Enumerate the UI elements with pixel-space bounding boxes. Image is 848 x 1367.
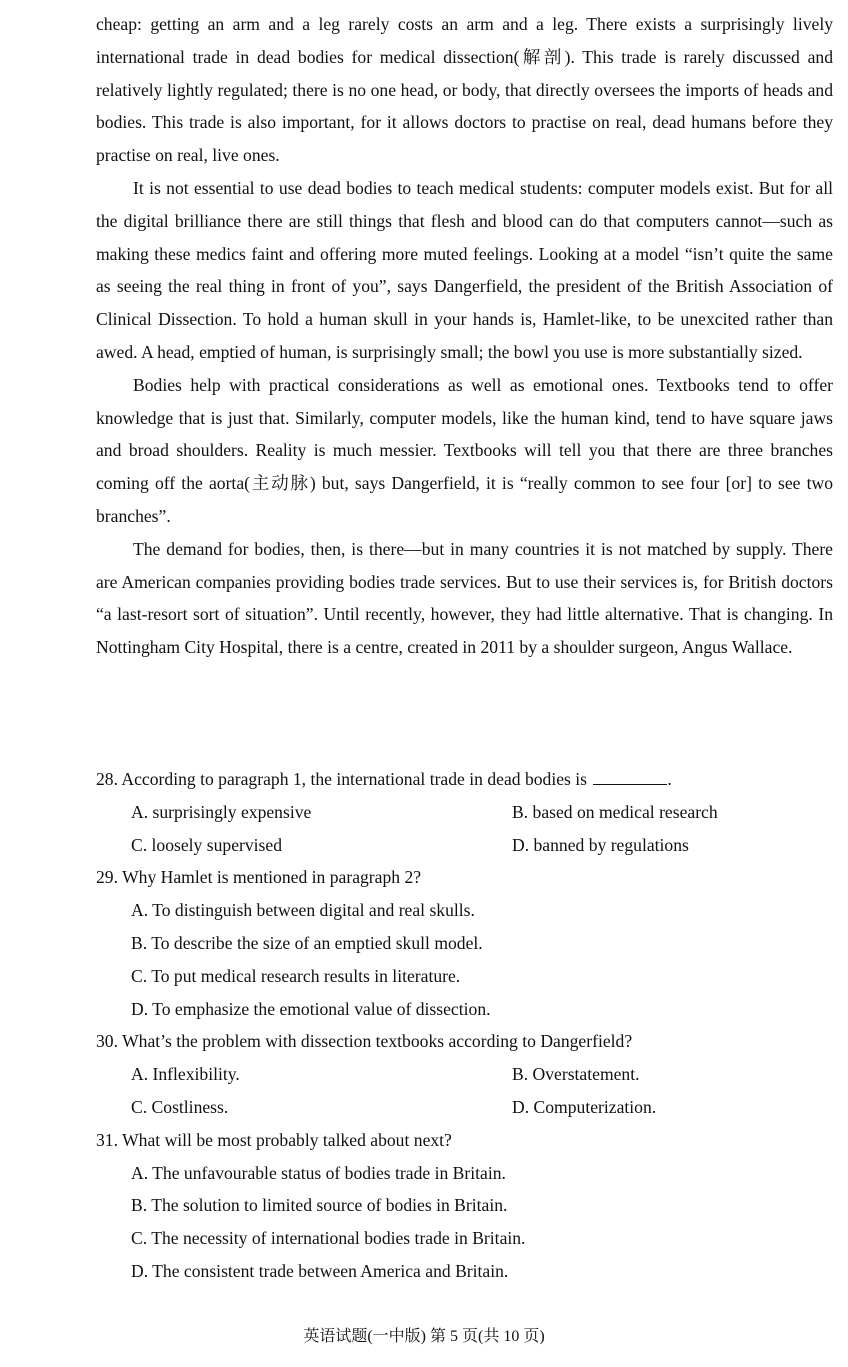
option-group	[96, 1157, 833, 1288]
option-c: C. Costliness.	[131, 1096, 229, 1117]
question-29	[96, 861, 833, 1025]
option-a: A. The unfavourable status of bodies trade in Britain.	[131, 1162, 506, 1183]
page-footer: 英语试题(一中版) 第 5 页(共 10 页)	[303, 1328, 545, 1345]
question-list	[96, 763, 833, 1288]
option-a: A. Inflexibility.	[131, 1064, 240, 1085]
question-30	[96, 1025, 833, 1123]
option-c: C. The necessity of international bodies trade in Britain.	[131, 1228, 526, 1249]
option-a: A. To distinguish between digital and real skulls.	[131, 900, 475, 921]
question-28	[96, 763, 833, 861]
option-group	[96, 894, 833, 1025]
option-c: C. loosely supervised	[131, 834, 282, 855]
option-d: D. banned by regulations	[512, 834, 689, 855]
option-d: D. The consistent trade between America and Britain.	[131, 1260, 509, 1281]
passage-paragraph-1: cheap: getting an arm and a leg rarely costs an arm and a leg. There exists a surprisingly lively international trade in dead bodies for medical dissection(解剖). This trade is rarely discussed and relatively lightly regulated; there is no one head, or body, that directly oversees the imports of heads and bodies. This trade is also important, for it allows doctors to practise on real, dead humans before they practise on real, live ones.	[96, 14, 833, 166]
option-c: C. To put medical research results in literature.	[131, 965, 461, 986]
question-28-text: 28. According to paragraph 1, the international trade in dead bodies is	[96, 769, 588, 789]
question-stem: 30. What’s the problem with dissection textbooks according to Dangerfield?	[96, 1031, 633, 1052]
option-b: B. based on medical research	[512, 801, 718, 822]
passage-paragraph-3: Bodies help with practical considerations as well as emotional ones. Textbooks tend to offer knowledge that is just that. Similarly, computer models, like the human kind, tend to have square jaws and broad shoulders. Reality is much messier. Textbooks will tell you that there are three branches coming off the aorta(主动脉) but, says Dangerfield, it is “really common to see four [or] to see two branches”.	[96, 374, 833, 526]
option-group	[96, 796, 833, 862]
passage-paragraph-4: The demand for bodies, then, is there—but in many countries it is not matched by supply. There are American companies providing bodies trade services. But to use their services is, for British doctors “a last-resort sort of situation”. Until recently, however, they had little alternative. That is changing. In Nottingham City Hospital, there is a centre, created in 2011 by a shoulder surgeon, Angus Wallace.	[96, 538, 833, 658]
answer-blank	[593, 783, 667, 785]
reading-passage	[96, 8, 833, 664]
option-a: A. surprisingly expensive	[131, 801, 312, 822]
question-31	[96, 1124, 833, 1288]
option-b: B. To describe the size of an emptied skull model.	[131, 932, 483, 953]
option-b: B. Overstatement.	[512, 1064, 640, 1085]
option-b: B. The solution to limited source of bodies in Britain.	[131, 1195, 508, 1216]
question-stem: 31. What will be most probably talked about next?	[96, 1129, 452, 1150]
option-group	[96, 1058, 833, 1124]
question-stem: 29. Why Hamlet is mentioned in paragraph 2?	[96, 867, 422, 888]
question-28-end: .	[667, 769, 672, 789]
option-d: D. To emphasize the emotional value of dissection.	[131, 998, 491, 1019]
question-stem	[96, 763, 833, 796]
passage-paragraph-2: It is not essential to use dead bodies to teach medical students: computer models exist. But for all the digital brilliance there are still things that flesh and blood can do that computers cannot—such as making these medics faint and offering more muted feelings. Looking at a model “isn’t quite the same as seeing the real thing in front of you”, says Dangerfield, the president of the British Association of Clinical Dissection. To hold a human skull in your hands is, Hamlet-like, to be unexcited rather than awed. A head, emptied of human, is surprisingly small; the bowl you use is more substantially sized.	[96, 177, 833, 362]
option-d: D. Computerization.	[512, 1096, 657, 1117]
